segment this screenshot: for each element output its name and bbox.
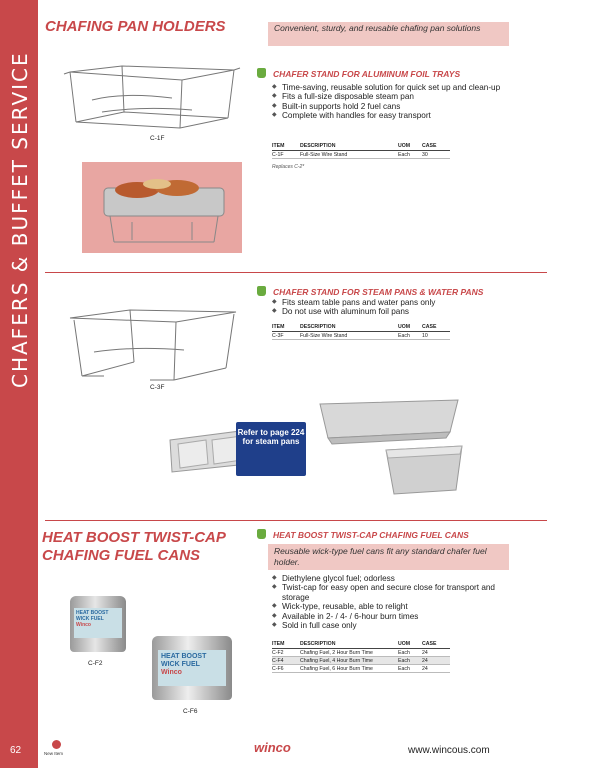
spec-table-fuel (272, 641, 450, 673)
list-item: ◆ Complete with handles for easy transport (272, 111, 512, 120)
sidebar-title: CHAFERS & BUFFET SERVICE (8, 51, 32, 388)
caption-c-f6: C-F6 (183, 708, 198, 715)
product-title-c1f: CHAFER STAND FOR ALUMINUM FOIL TRAYS (273, 69, 461, 79)
col-description: DESCRIPTION (300, 143, 398, 151)
caption-c3f: C-3F (150, 384, 165, 391)
wire-stand-c1f-image (62, 62, 242, 134)
list-item: ◆ Diethylene glycol fuel; odorless (272, 574, 512, 583)
table-header-row: ITEM DESCRIPTION UOM CASE (272, 641, 450, 649)
table-header-row: ITEM DESCRIPTION UOM CASE (272, 324, 450, 332)
list-item: ◆ Fits steam table pans and water pans only (272, 298, 512, 307)
new-item-dot-icon (52, 740, 61, 749)
shopping-bag-icon (257, 68, 266, 78)
section-title-fuel: HEAT BOOST TWIST-CAP CHAFING FUEL CANS (42, 529, 226, 564)
spec-table-c3f (272, 324, 450, 340)
refer-to-steam-pans-note: Refer to page 224 for steam pans (236, 422, 306, 476)
shopping-bag-icon (257, 286, 266, 296)
product-title-fuel: HEAT BOOST TWIST-CAP CHAFING FUEL CANS (273, 530, 469, 540)
footer-url: www.wincous.com (408, 745, 490, 756)
page-number: 62 (10, 745, 22, 756)
list-item: ◆ Do not use with aluminum foil pans (272, 307, 512, 316)
product-tagline-fuel: Reusable wick-type fuel cans fit any standard chafer fuel holder. (268, 544, 509, 570)
table-row: C-3F Full-Size Wire Stand Each 10 (272, 332, 450, 340)
table-row: C-F2 Chafing Fuel, 2 Hour Burn Time Each 24 (272, 649, 450, 657)
fuel-can-c-f6-image (152, 636, 232, 700)
winco-logo: winco (254, 740, 291, 755)
product-title-c3f: CHAFER STAND FOR STEAM PANS & WATER PANS (273, 287, 484, 297)
can-label: HEAT BOOST WICK FUEL Winco (158, 650, 226, 686)
col-uom: UOM (398, 143, 422, 151)
col-case: CASE (422, 143, 450, 151)
wire-stand-c3f-image (64, 292, 242, 384)
steam-pans-image (168, 398, 468, 498)
bullet-list-c1f (272, 83, 512, 121)
replaces-note: Replaces C-2* (272, 164, 305, 170)
table-row: C-1F Full-Size Wire Stand Each 30 (272, 151, 450, 159)
table-row: C-F6 Chafing Fuel, 6 Hour Burn Time Each 24 (272, 665, 450, 673)
fuel-can-c-f2-image (70, 596, 126, 652)
list-item: ◆ Built-in supports hold 2 fuel cans (272, 102, 512, 111)
caption-c1f: C-1F (150, 135, 165, 142)
list-item: ◆ Wick-type, reusable, able to relight (272, 602, 512, 611)
caption-c-f2: C-F2 (88, 660, 103, 667)
new-item-legend: New Item (44, 751, 64, 756)
list-item: ◆ Twist-cap for easy open and secure close for transport and storage (272, 583, 512, 602)
shopping-bag-icon (257, 529, 266, 539)
table-row: C-F4 Chafing Fuel, 4 Hour Burn Time Each 24 (272, 657, 450, 665)
list-item: ◆ Fits a full-size disposable steam pan (272, 92, 512, 101)
bullet-list-fuel (272, 574, 512, 630)
section-title-holders: CHAFING PAN HOLDERS (45, 18, 226, 35)
col-item: ITEM (272, 143, 300, 151)
section-divider (45, 272, 547, 273)
can-label: HEAT BOOST WICK FUEL Winco (74, 608, 122, 638)
section-divider (45, 520, 547, 521)
sidebar-band (0, 0, 38, 768)
table-header-row (272, 143, 450, 151)
photo-c1f-in-use (82, 162, 242, 253)
spec-table-c1f (272, 143, 450, 159)
list-item: ◆ Sold in full case only (272, 621, 512, 630)
list-item: ◆ Time-saving, reusable solution for quick set up and clean-up (272, 83, 512, 92)
bullet-list-c3f (272, 298, 512, 317)
section-tagline-holders: Convenient, sturdy, and reusable chafing pan solutions (268, 22, 509, 46)
chafer-foil-tray-image (82, 162, 242, 253)
list-item: ◆ Available in 2- / 4- / 6-hour burn times (272, 612, 512, 621)
